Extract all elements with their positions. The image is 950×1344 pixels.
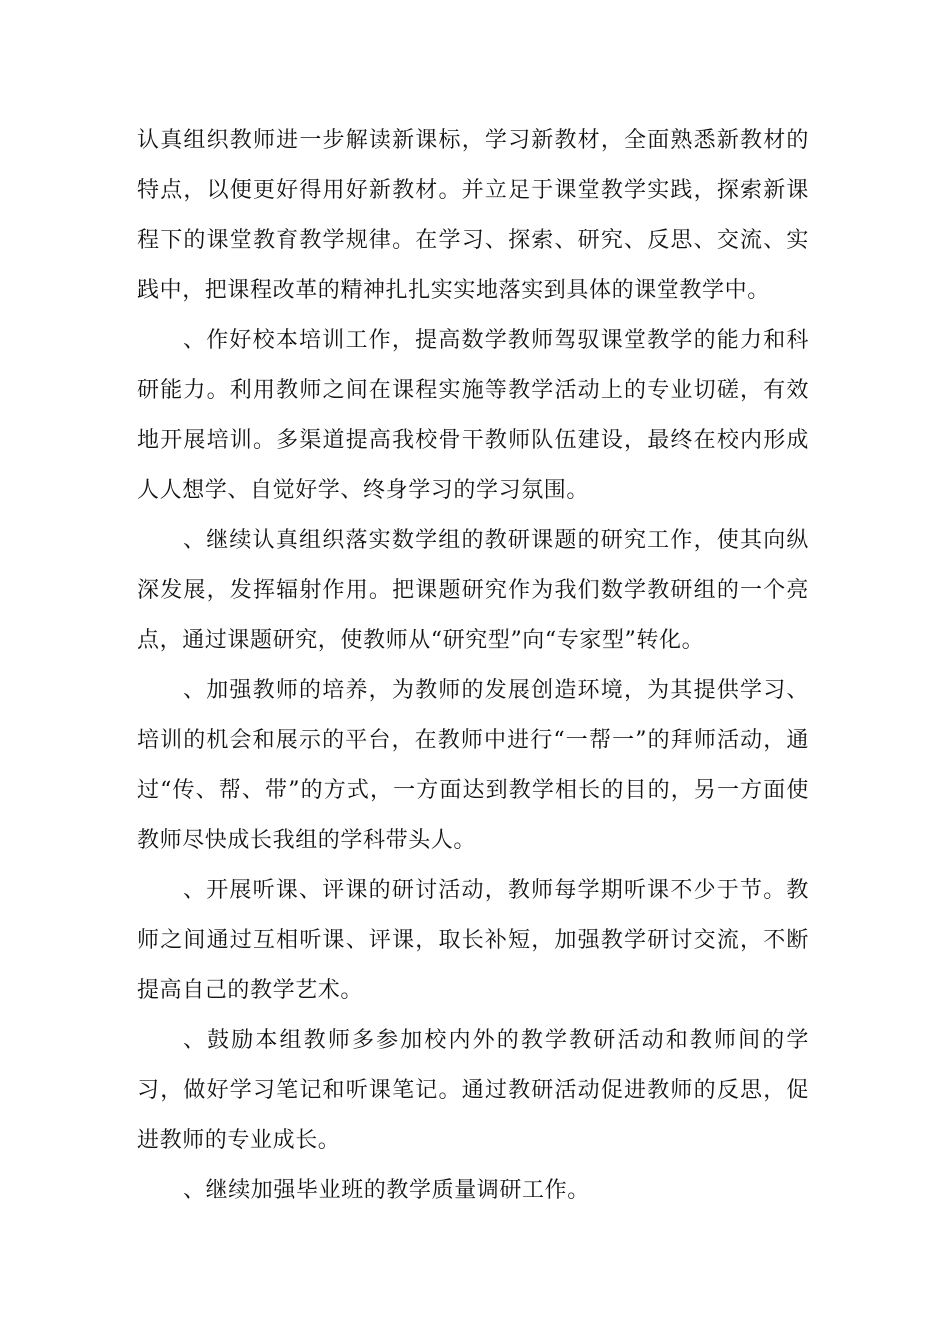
document-body [137, 116, 809, 1216]
paragraph-3: 、继续认真组织落实数学组的教研课题的研究工作，使其向纵深发展，发挥辐射作用。把课题研究作为我们数学教研组的一个亮点，通过课题研究，使教师从“研究型”向“专家型”转化。 [137, 528, 809, 653]
paragraph-5: 、开展听课、评课的研讨活动，教师每学期听课不少于节。教师之间通过互相听课、评课，取长补短，加强教学研讨交流，不断提高自己的教学艺术。 [137, 878, 809, 1003]
paragraph-2: 、作好校本培训工作，提高数学教师驾驭课堂教学的能力和科研能力。利用教师之间在课程实施等教学活动上的专业切磋，有效地开展培训。多渠道提高我校骨干教师队伍建设，最终在校内形成人人想学、自觉好学、终身学习的学习氛围。 [137, 328, 809, 503]
paragraph-6: 、鼓励本组教师多参加校内外的教学教研活动和教师间的学习，做好学习笔记和听课笔记。通过教研活动促进教师的反思，促进教师的专业成长。 [137, 1028, 809, 1153]
paragraph-4: 、加强教师的培养，为教师的发展创造环境，为其提供学习、培训的机会和展示的平台，在教师中进行“一帮一”的拜师活动，通过“传、帮、带”的方式，一方面达到教学相长的目的，另一方面使教师尽快成长我组的学科带头人。 [137, 678, 809, 853]
paragraph-7: 、继续加强毕业班的教学质量调研工作。 [183, 1178, 590, 1203]
paragraph-1: 认真组织教师进一步解读新课标，学习新教材，全面熟悉新教材的特点，以便更好得用好新教材。并立足于课堂教学实践，探索新课程下的课堂教育教学规律。在学习、探索、研究、反思、交流、实践中，把课程改革的精神扎扎实实地落实到具体的课堂教学中。 [137, 128, 809, 303]
